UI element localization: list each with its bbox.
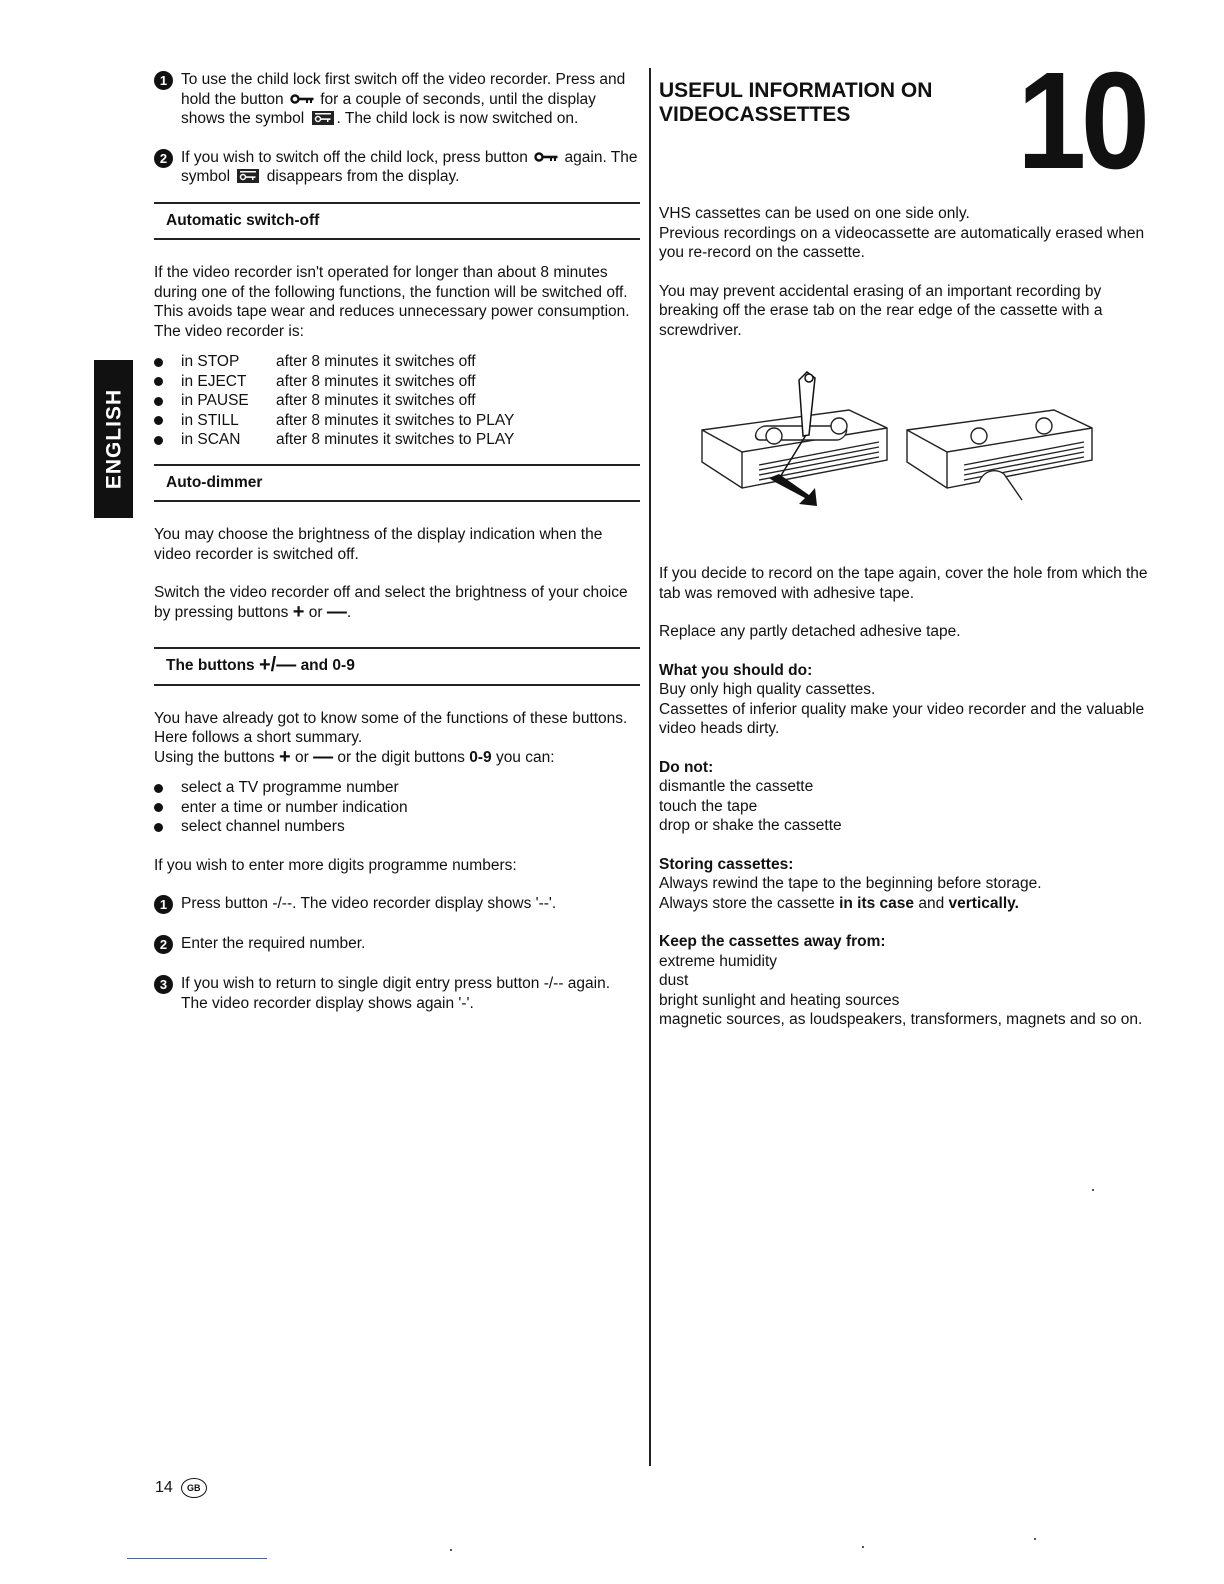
section-heading-auto-switch-off: Automatic switch-off (154, 202, 640, 241)
paragraph: Cassettes of inferior quality make your video recorder and the valuable video heads dirty. (659, 700, 1145, 737)
list-item: select channel numbers (154, 817, 640, 837)
step-text: If you wish to switch off the child lock, press button (181, 148, 528, 166)
column-divider (649, 68, 651, 1466)
scan-speck (1092, 1189, 1094, 1191)
step-text: disappears from the display. (266, 168, 460, 186)
section-heading-auto-dimmer: Auto-dimmer (154, 464, 640, 503)
step-text: again. The symbol (181, 148, 638, 186)
country-badge: GB (181, 1478, 207, 1498)
digit-step-2: 2 Enter the required number. (154, 934, 640, 954)
bullet-icon (154, 397, 163, 406)
plus-symbol: + (278, 745, 291, 768)
list-item: dust (659, 972, 689, 989)
paragraph: If the video recorder isn't operated for longer than about 8 minutes during one of the following functions, the function will be switched off. (154, 264, 628, 301)
auto-switch-off-list (154, 352, 640, 450)
paragraph: Previous recordings on a videocassette are automatically erased when you re-record on the cassette. (659, 224, 1145, 261)
paragraph: Switch the video recorder off and select the brightness of your choice by pressing buttons + or —. (154, 584, 628, 623)
list-item: select a TV programme number (154, 778, 640, 798)
list-item: drop or shake the cassette (659, 817, 842, 834)
page-footer (155, 1478, 207, 1498)
bullet-icon (154, 823, 163, 832)
bullet-icon (154, 416, 163, 425)
list-item: in STOP after 8 minutes it switches off (154, 352, 640, 372)
key-icon (290, 90, 314, 110)
paragraph: You may prevent accidental erasing of an important recording by breaking off the erase tab on the rear edge of the cassette with a screwdriver. (659, 282, 1103, 339)
child-lock-step-2 (154, 148, 640, 187)
list-item: enter a time or number indication (154, 798, 640, 818)
step-number-2: 2 (154, 935, 173, 954)
paragraph: If you wish to enter more digits programme numbers: (154, 856, 517, 874)
paragraph: Always store the cassette in its case and vertically. (659, 894, 1019, 912)
digit-step-3: 3 If you wish to return to single digit entry press button -/-- again. The video recorder display shows again '-'. (154, 974, 640, 1013)
minus-symbol: — (326, 600, 347, 623)
list-item: in PAUSE after 8 minutes it switches off (154, 391, 640, 411)
paragraph: Using the buttons + or — or the digit buttons 0-9 you can: (154, 745, 555, 768)
buttons-list (154, 778, 640, 837)
paragraph: Always rewind the tape to the beginning before storage. (659, 875, 1042, 892)
list-item: extreme humidity (659, 952, 778, 970)
child-lock-symbol-icon (237, 169, 259, 183)
list-item: bright sunlight and heating sources (659, 991, 900, 1009)
bullet-icon (154, 784, 163, 793)
subheading-should-do: What you should do: (659, 661, 813, 679)
plus-minus-symbol: +/— (259, 654, 297, 677)
chapter-title: USEFUL INFORMATION ON VIDEOCASSETTES (659, 79, 933, 126)
bullet-icon (154, 803, 163, 812)
step-number-3: 3 (154, 975, 173, 994)
step-number-1: 1 (154, 895, 173, 914)
subheading-do-not: Do not: (659, 758, 714, 776)
list-item: touch the tape (659, 797, 758, 815)
step-text: for a couple of seconds, until the display shows the symbol (181, 90, 596, 128)
scan-speck (862, 1546, 864, 1548)
plus-symbol: + (292, 600, 305, 623)
list-item: in EJECT after 8 minutes it switches off (154, 372, 640, 392)
cassette-illustration (699, 370, 1149, 520)
step-number-1: 1 (154, 71, 173, 90)
bullet-icon (154, 358, 163, 367)
paragraph: Buy only high quality cassettes. (659, 681, 876, 698)
list-item: in SCAN after 8 minutes it switches to PLAY (154, 430, 640, 450)
key-icon (534, 148, 558, 168)
language-tab: ENGLISH (94, 360, 133, 518)
bullet-icon (154, 436, 163, 445)
list-item: magnetic sources, as loudspeakers, transformers, magnets and so on. (659, 1011, 1143, 1028)
step-text: . The child lock is now switched on. (336, 110, 579, 128)
minus-symbol: — (313, 745, 334, 768)
digit-step-1: 1 Press button -/--. The video recorder display shows '--'. (154, 894, 640, 914)
chapter-number: 10 (1016, 44, 1144, 198)
child-lock-symbol-icon (312, 111, 334, 125)
paragraph: The video recorder is: (154, 322, 304, 340)
paragraph: You have already got to know some of the functions of these buttons. Here follows a short summary. (154, 709, 628, 747)
scan-artifact-line (127, 1558, 267, 1559)
section-heading-buttons: The buttons +/— and 0-9 (154, 647, 640, 686)
bullet-icon (154, 377, 163, 386)
step-text: To use the child lock first switch off the video recorder. Press and hold the button (181, 71, 626, 108)
left-column (154, 70, 640, 1013)
subheading-storing: Storing cassettes: (659, 855, 794, 873)
list-item: dismantle the cassette (659, 778, 814, 795)
step-number-2: 2 (154, 149, 173, 168)
list-item: in STILL after 8 minutes it switches to PLAY (154, 411, 640, 431)
right-column (659, 70, 1149, 1030)
scan-speck (1034, 1538, 1036, 1540)
paragraph: You may choose the brightness of the display indication when the video recorder is switched off. (154, 526, 603, 563)
page-number: 14 (155, 1479, 173, 1497)
paragraph: Replace any partly detached adhesive tape. (659, 623, 961, 640)
scan-speck (450, 1549, 452, 1551)
paragraph: This avoids tape wear and reduces unnecessary power consumption. (154, 303, 630, 321)
paragraph: VHS cassettes can be used on one side only. (659, 205, 970, 222)
child-lock-step-1 (154, 70, 640, 129)
subheading-keep-away: Keep the cassettes away from: (659, 933, 886, 950)
paragraph: If you decide to record on the tape again, cover the hole from which the tab was removed with adhesive tape. (659, 565, 1148, 602)
